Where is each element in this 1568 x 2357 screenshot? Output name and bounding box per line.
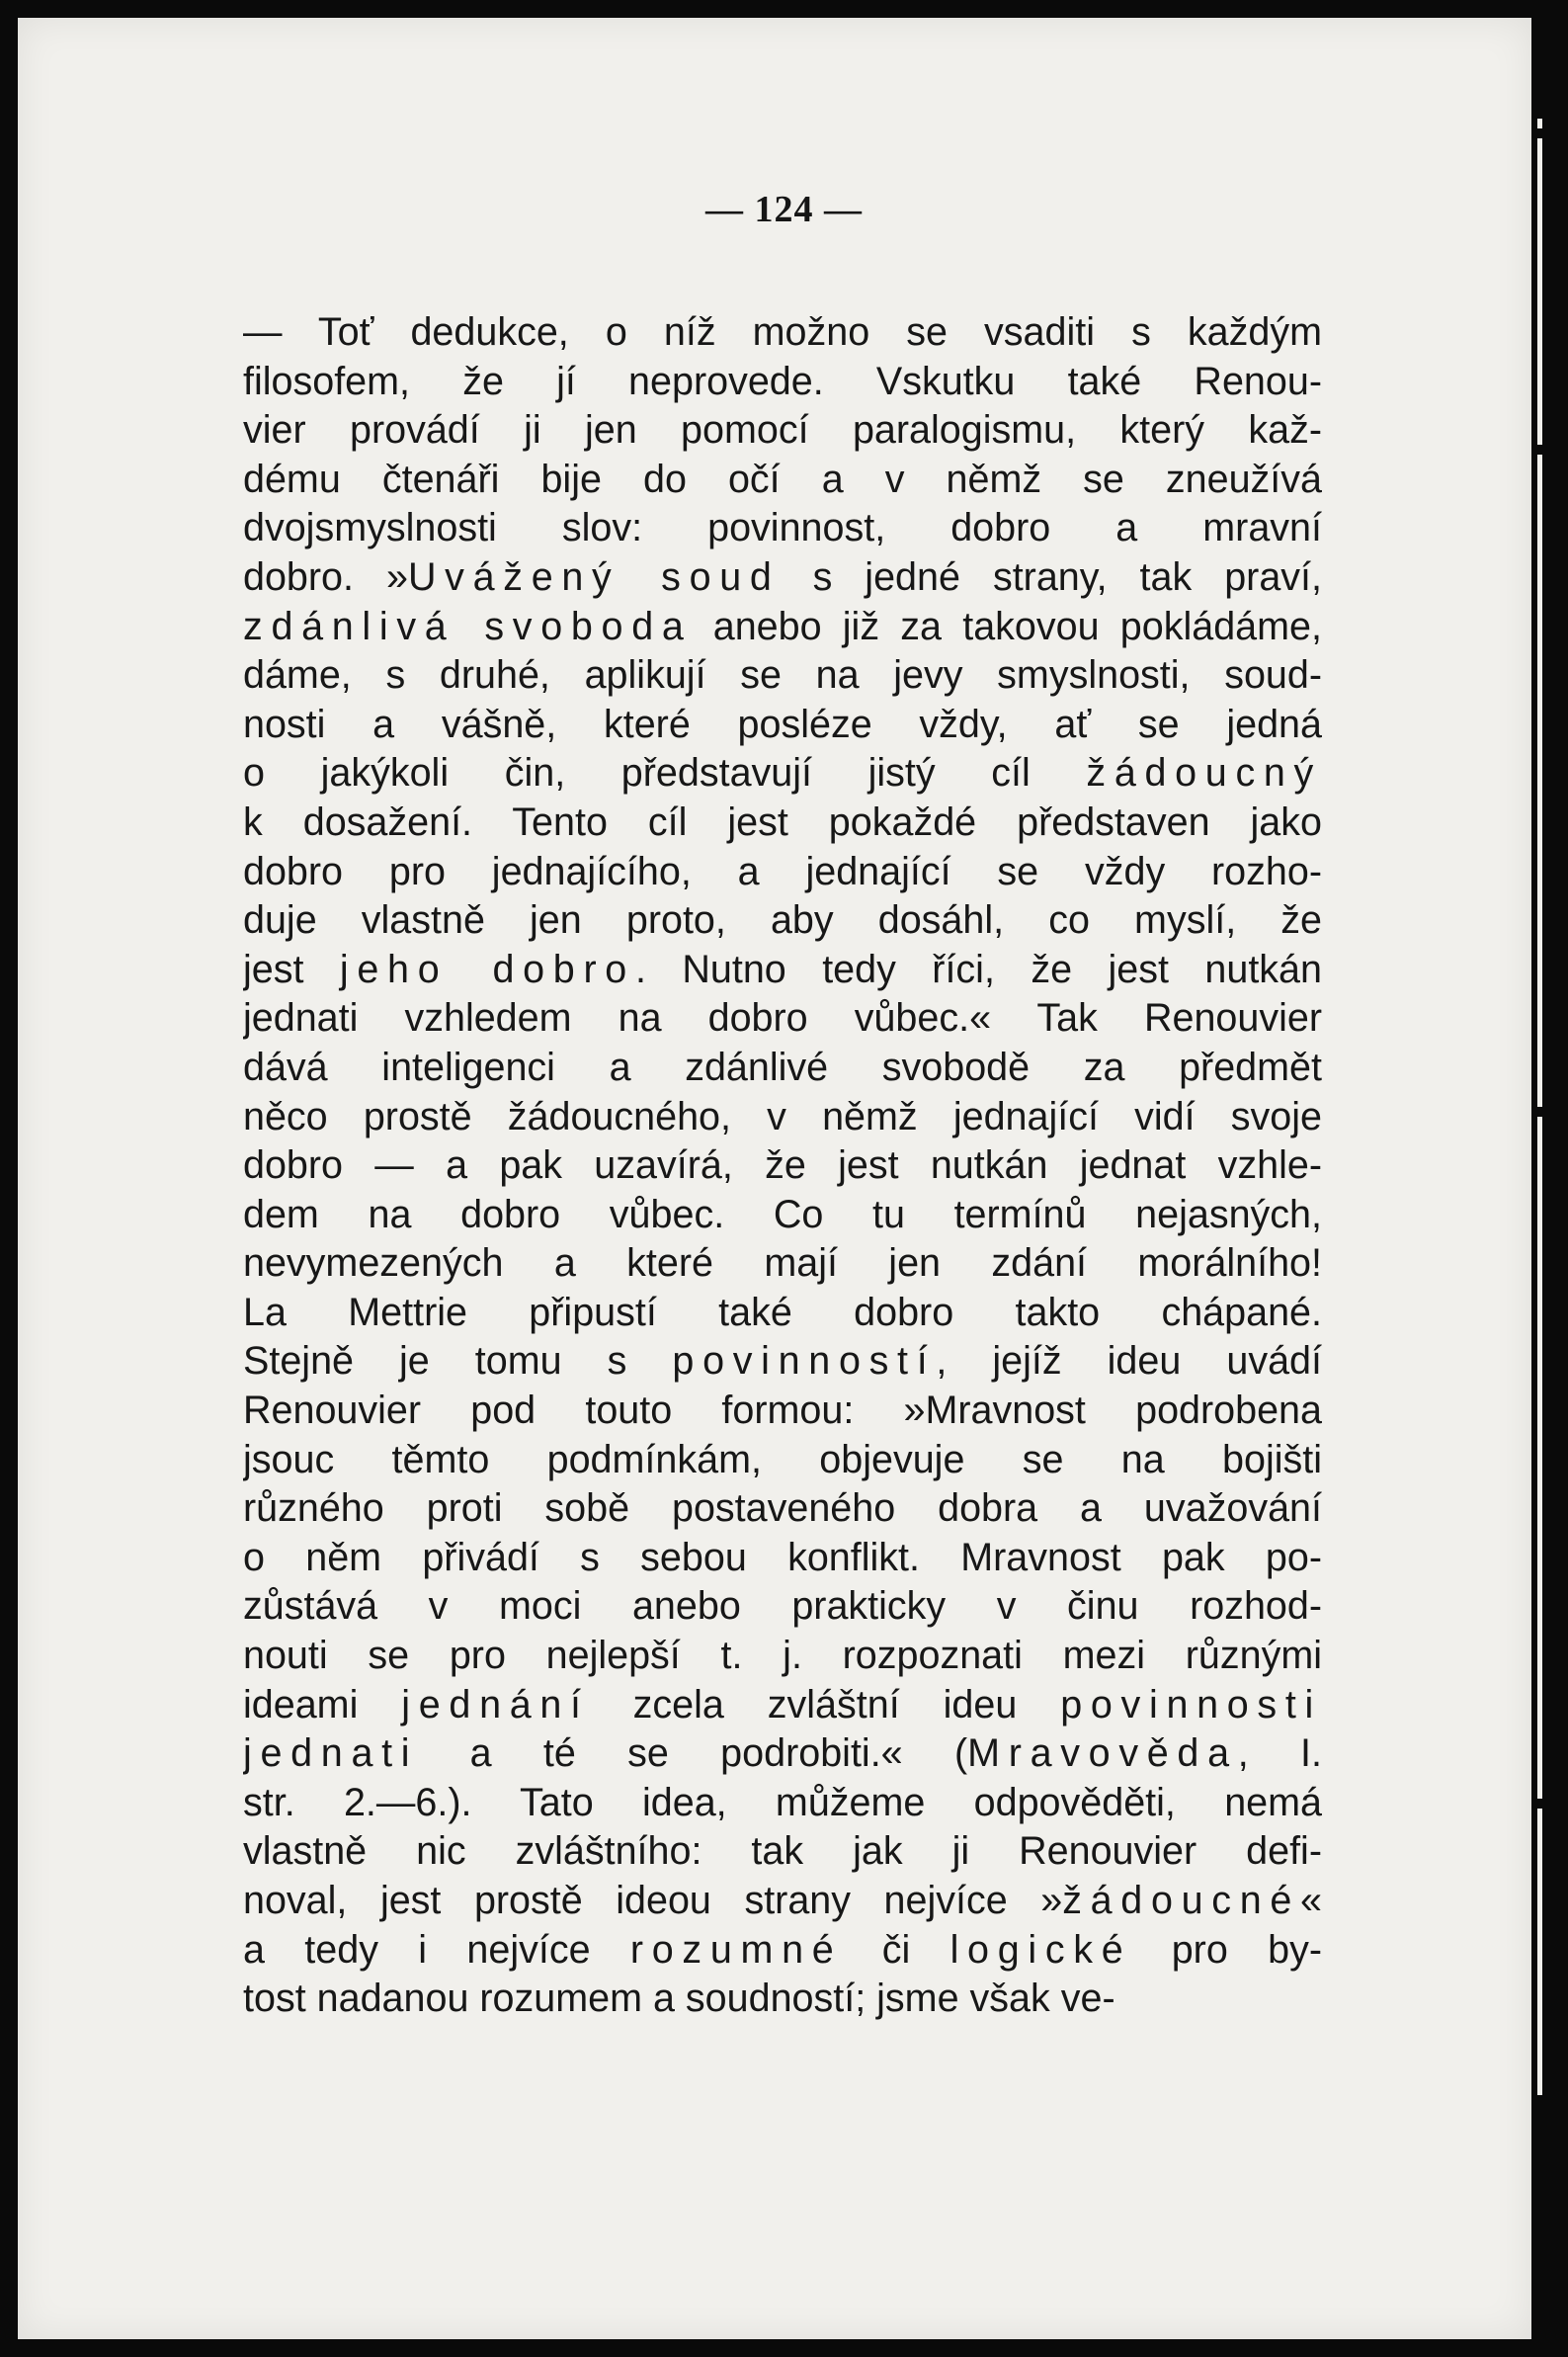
text-line: dvojsmyslnosti slov: povinnost, dobro a mravní [243,506,1322,550]
text-line: tost nadanou rozumem a soudností; jsme však ve- [243,1977,1115,2021]
text-line: jest jeho dobro. Nutno tedy říci, že jest nutkán [243,947,1322,991]
text-line: filosofem, že jí neprovede. Vskutku také Renou- [243,359,1322,403]
text-line: La Mettrie připustí také dobro takto chápané. [243,1290,1322,1334]
text-line: vier provádí ji jen pomocí paralogismu, který kaž- [243,408,1322,453]
text-line: něco prostě žádoucného, v němž jednající vidí svoje [243,1094,1322,1138]
text-line: dává inteligenci a zdánlivé svobodě za předmět [243,1045,1322,1089]
edge-tick [1534,1107,1545,1117]
text-line: ideami jednání zcela zvláštní ideu povinnosti [243,1682,1322,1726]
text-line: jsouc těmto podmínkám, objevuje se na bojišti [243,1437,1322,1481]
text-line: dem na dobro vůbec. Co tu termínů nejasných, [243,1192,1322,1236]
spaced-emphasis: rozumné [629,1927,843,1972]
body-text [243,308,1322,2024]
spaced-emphasis: povinnosti [1060,1682,1322,1726]
edge-tick [1534,445,1545,455]
text-line: dému čtenáři bije do očí a v němž se zneužívá [243,457,1322,501]
text-line: nosti a vášně, které posléze vždy, ať se jedná [243,702,1322,746]
spaced-emphasis: Mravověda [967,1731,1238,1776]
text-line: nevymezených a které mají jen zdání morálního! [243,1241,1322,1286]
text-line: str. 2.—6.). Tato idea, můžeme odpověděti, nemá [243,1780,1322,1824]
spaced-emphasis: jednati [243,1731,419,1776]
text-line: Renouvier pod touto formou: »Mravnost podrobena [243,1389,1322,1433]
text-line: o něm přivádí s sebou konflikt. Mravnost pak po- [243,1535,1322,1579]
page-edge-rule [1537,119,1542,2095]
text-line: a tedy i nejvíce rozumné či logické pro by- [243,1927,1322,1972]
text-line: vlastně nic zvláštního: tak jak ji Renouvier defi- [243,1829,1322,1874]
text-line: jednati a té se podrobiti.« (Mravověda, I. [243,1731,1322,1776]
text-line: různého proti sobě postaveného dobra a uvažování [243,1486,1322,1531]
spaced-emphasis: žádoucný [1086,751,1322,796]
text-line: — Toť dedukce, o níž možno se vsaditi s každým [243,310,1322,354]
spaced-emphasis: jeho dobro [339,947,635,991]
spaced-emphasis: logické [949,1927,1132,1972]
spaced-emphasis: Uvážený soud [407,554,781,599]
text-line: dáme, s druhé, aplikují se na jevy smyslnosti, soud- [243,653,1322,698]
text-line: zdánlivá svoboda anebo již za takovou pokládáme, [243,604,1322,648]
spaced-emphasis: povinností [672,1339,937,1384]
page-number: — 124 — [705,189,863,230]
spaced-emphasis: zdánlivá svoboda [243,604,693,648]
text-line: k dosažení. Tento cíl jest pokaždé představen jako [243,800,1322,844]
text-line: noval, jest prostě ideou strany nejvíce »žádoucné« [243,1879,1322,1922]
edge-tick [1534,128,1545,138]
text-line: duje vlastně jen proto, aby dosáhl, co myslí, že [243,898,1322,943]
text-line: dobro — a pak uzavírá, že jest nutkán jednat vzhle- [243,1143,1322,1188]
text-line: Stejně je tomu s povinností, jejíž ideu uvádí [243,1339,1322,1384]
spaced-emphasis: žádoucné [1062,1879,1301,1922]
text-line: o jakýkoli čin, představují jistý cíl žádoucný [243,751,1322,796]
spaced-emphasis: jednání [401,1682,590,1726]
text-line: dobro pro jednajícího, a jednající se vždy rozho- [243,849,1322,893]
edge-tick [1534,1799,1545,1809]
text-line: jednati vzhledem na dobro vůbec.« Tak Renouvier [243,996,1322,1041]
text-line: dobro. »Uvážený soud s jedné strany, tak praví, [243,554,1322,599]
text-line: nouti se pro nejlepší t. j. rozpoznati mezi různými [243,1634,1322,1678]
text-line: zůstává v moci anebo prakticky v činu rozhod- [243,1584,1322,1629]
